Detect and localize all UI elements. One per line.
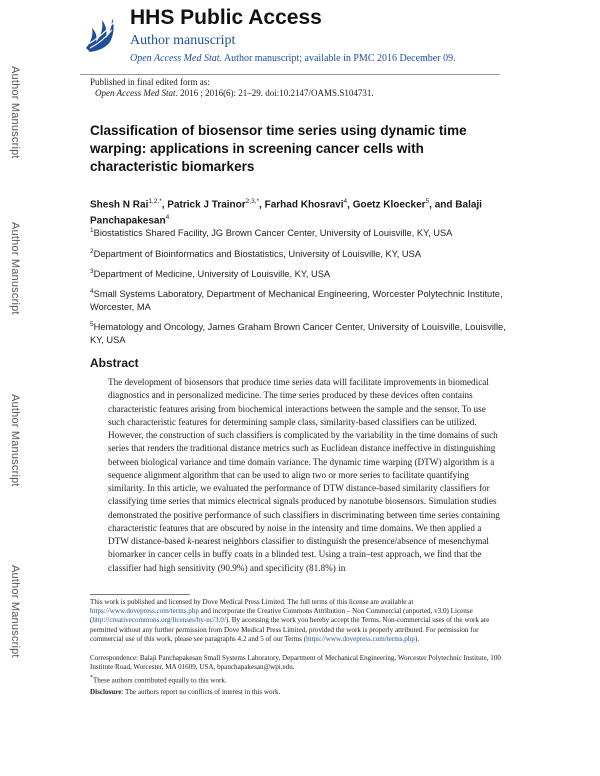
side-label-4: Author Manuscript bbox=[9, 565, 21, 658]
affiliation-4: $^4$Small Systems Laboratory, Department of Mechanical Engineering, Worcester Polytechnic Institute, Worcester, MA bbox=[90, 288, 503, 313]
author-list: Shesh N Rai$^{1,2,*}$, Patrick J Trainor$^{2,3,*}$, Farhad Khosravi$^4$, Goetz Kloecker$^5$, and Balaji Panchapakesan$^4$ bbox=[90, 198, 482, 227]
hhs-public-access-title: HHS Public Access bbox=[130, 6, 322, 29]
author-name: Patrick J Trainor bbox=[167, 199, 246, 211]
author-name: Goetz Kloecker bbox=[352, 199, 426, 211]
affiliation-1: $^1$Biostatistics Shared Facility, JG Brown Cancer Center, University of Louisville, KY, USA bbox=[90, 227, 453, 239]
side-label-1: Author Manuscript bbox=[9, 66, 21, 159]
license-footnote: This work is published and licensed by Dove Medical Press Limited. The full terms of this license are available at https://www.dovepress.com/terms.php and incorporate the Creative Commons Attribution – Non Commercial (unported, v3.0) License (http://creativecommons.org/licenses/by-nc/3.0/). By accessing the work you hereby accept the Terms. Non-commercial uses of the work are permitted without any further permission from Dove Medical Press Limited, provided the work is properly attributed. For permission for commercial use of this work, please see paragraphs 4.2 and 5 of our Terms (https://www.dovepress.com/terms.php). bbox=[90, 598, 490, 643]
article-title: Classification of biosensor time series using dynamic time warping: applications in screening cancer cells with characteristic biomarkers bbox=[90, 123, 467, 174]
author-name: Shesh N Rai bbox=[90, 199, 149, 211]
affiliation-3: $^3$Department of Medicine, University of Louisville, KY, USA bbox=[90, 268, 331, 280]
equal-contribution-footnote: *These authors contributed equally to this work. bbox=[90, 675, 227, 685]
disclosure-footnote: Disclosure: The authors report no conflicts of interest in this work. bbox=[90, 688, 281, 696]
creative-commons-link[interactable]: http://creativecommons.org/licenses/by-nc/3.0/ bbox=[92, 616, 226, 625]
terms-link[interactable]: https://www.dovepress.com/terms.php bbox=[90, 607, 199, 616]
author-name: Balaji Panchapakesan bbox=[90, 199, 482, 227]
published-in-label: Published in final edited form as: bbox=[90, 77, 210, 87]
affiliation-2: $^2$Department of Bioinformatics and Biostatistics, University of Louisville, KY, USA bbox=[90, 248, 422, 260]
footnote-divider bbox=[90, 594, 190, 595]
hhs-eagle-logo-icon bbox=[80, 8, 120, 56]
side-label-3: Author Manuscript bbox=[9, 394, 21, 487]
header-divider bbox=[80, 74, 500, 75]
abstract-heading: Abstract bbox=[90, 356, 139, 370]
affiliation-5: $^5$Hematology and Oncology, James Graham Brown Cancer Center, University of Louisville, Louisville, KY, USA bbox=[90, 321, 506, 346]
author-manuscript-label: Author manuscript bbox=[130, 33, 236, 48]
journal-availability: Open Access Med Stat. Author manuscript; available in PMC 2016 December 09. bbox=[130, 53, 456, 64]
citation-line: Open Access Med Stat. 2016 ; 2016(6): 21–29. doi:10.2147/OAMS.S104731. bbox=[95, 88, 374, 98]
author-name: Farhad Khosravi bbox=[264, 199, 344, 211]
terms-link-2[interactable]: https://www.dovepress.com/terms.php bbox=[306, 634, 415, 643]
correspondence-footnote: Correspondence: Balaji Panchapakesan Small Systems Laboratory, Department of Mechanical Engineering, Worcester Polytechnic Institute, 100 Institute Road, Worcester, MA 01609, USA, bpanchapakesan@wpi.edu. bbox=[90, 654, 501, 672]
abstract-body: The development of biosensors that produce time series data will facilitate improvements in biomedical diagnostics and in personalized medicine. The time series produced by these devices often contains characteristic features arising from biochemical interactions between the sample and the sensor. To use such characteristic features for determining sample class, similarity-based classifiers can be utilized. However, the construction of such classifiers is complicated by the variability in the time domains of such series that renders the traditional distance metrics such as Euclidean distance ineffective in distinguishing between biological variance and time domain variance. The dynamic time warping (DTW) algorithm is a sequence alignment algorithm that can be used to align two or more series to facilitate quantifying similarity. In this article, we evaluated the performance of DTW distance-based similarity classifiers for classifying time series that mimics electrical signals produced by nanotube biosensors. Simulation studies demonstrated the positive performance of such classifiers in discriminating between time series containing characteristic features that are obscured by noise in the intensity and time domains. We then applied a DTW distance-based k-nearest neighbors classifier to distinguish the presence/absence of mesenchymal biomarker in cancer cells in buffy coats in a blinded test. Using a train–test approach, we find that the classifier had high sensitivity (90.9%) and specificity (81.8%) in bbox=[108, 377, 500, 573]
side-label-2: Author Manuscript bbox=[9, 222, 21, 315]
